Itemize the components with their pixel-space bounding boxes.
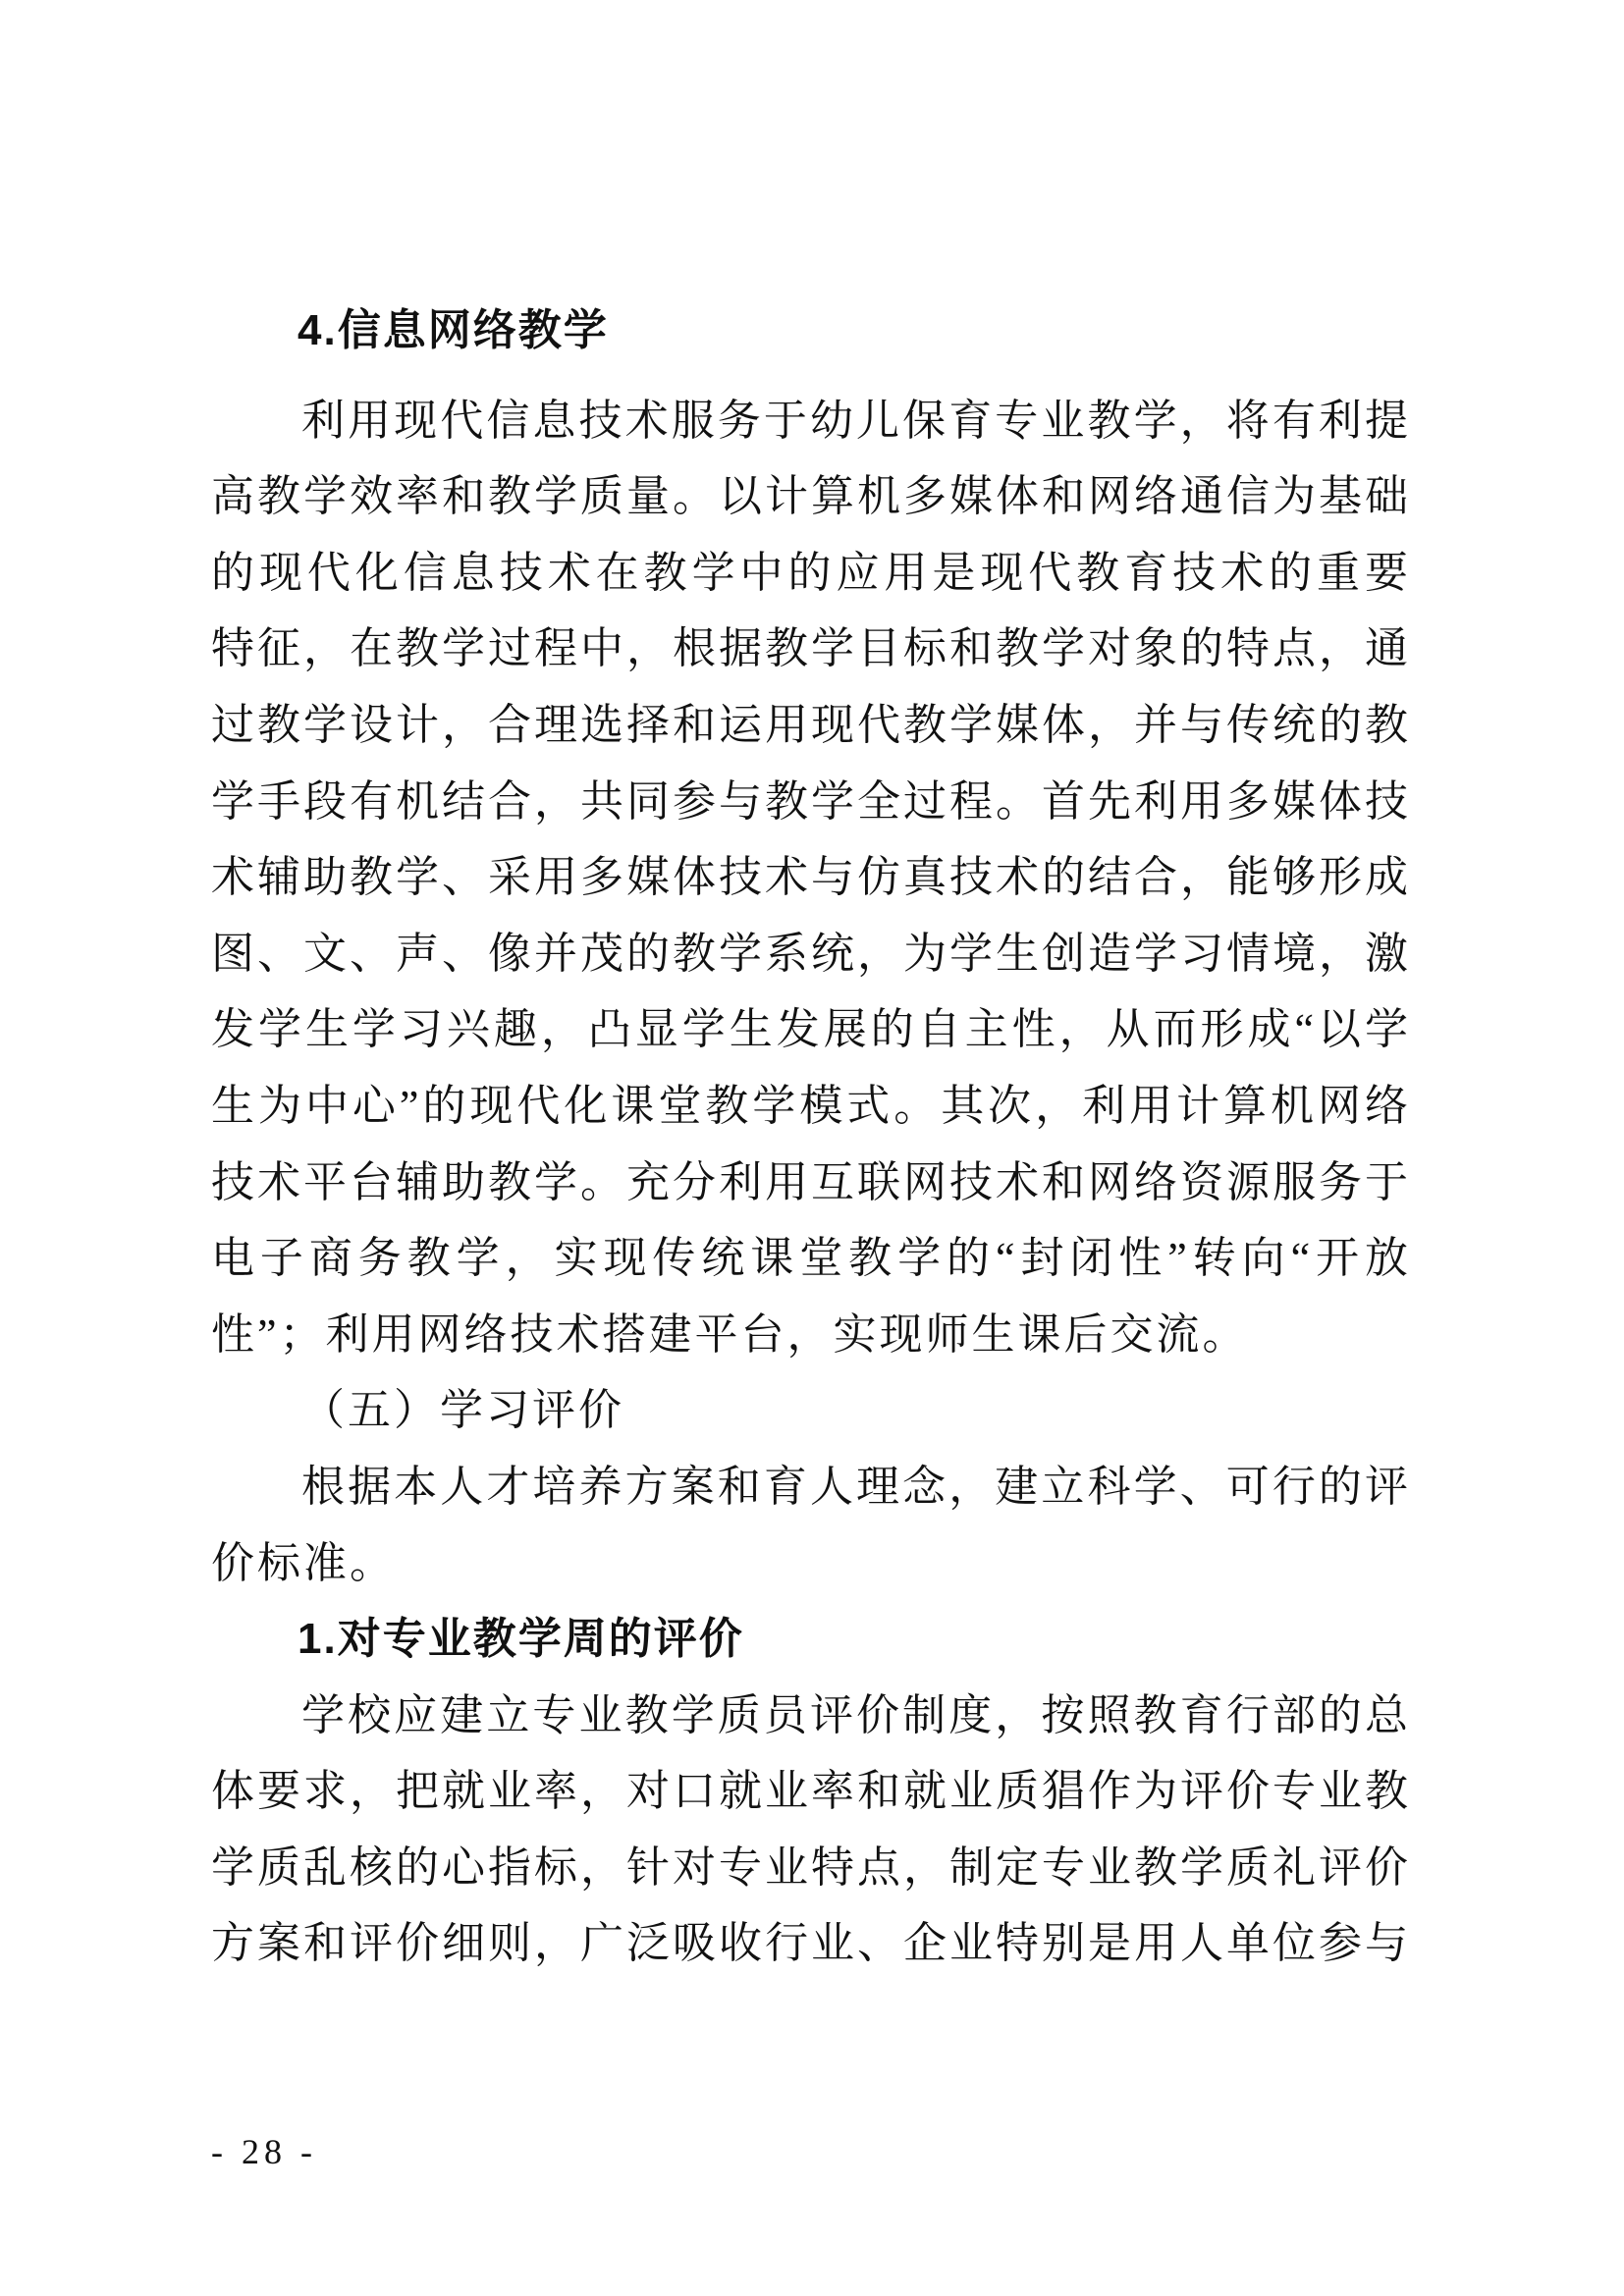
paragraph-line: 体要求，把就业率，对口就业率和就业质猖作为评价专业教 xyxy=(211,1767,1411,1816)
paragraph-line: 图、文、声、像并茂的教学系统，为学生创造学习情境，激 xyxy=(211,929,1411,978)
paragraph-line: 方案和评价细则，广泛吸收行业、企业特别是用人单位参与 xyxy=(211,1919,1411,1968)
paragraph-line: 生为中心”的现代化课堂教学模式。其次，利用计算机网络 xyxy=(211,1081,1411,1130)
section-heading: 4.信息网络教学 xyxy=(298,306,609,354)
paragraph-line: 发学生学习兴趣，凸显学生发展的自主性，从而形成“以学 xyxy=(211,1005,1411,1054)
paragraph-last-line: 价标准。 xyxy=(211,1538,396,1587)
paragraph-line: 学手段有机结合，共同参与教学全过程。首先利用多媒体技 xyxy=(211,776,1411,826)
paragraph-line: 高教学效率和教学质量。以计算机多媒体和网络通信为基础 xyxy=(211,472,1411,521)
paragraph-last-line: 性”；利用网络技术搭建平台，实现师生课后交流。 xyxy=(211,1309,1249,1359)
paragraph-line: 利用现代信息技术服务于幼儿保育专业教学，将有利提 xyxy=(301,396,1411,445)
paragraph-line: 学校应建立专业教学质员评价制度，按照教育行部的总 xyxy=(301,1690,1411,1739)
paragraph-line: 电子商务教学，实现传统课堂教学的“封闭性”转向“开放 xyxy=(211,1234,1411,1283)
paragraph-line: 特征，在教学过程中，根据教学目标和教学对象的特点，通 xyxy=(211,624,1411,673)
paragraph-line: 学质乱核的心指标，针对专业特点，制定专业教学质礼评价 xyxy=(211,1842,1411,1892)
text-column xyxy=(211,293,1411,1982)
paragraph-line: 根据本人才培养方案和育人理念，建立科学、可行的评 xyxy=(301,1462,1411,1511)
paragraph-line: 过教学设计，合理选择和运用现代教学媒体，并与传统的教 xyxy=(211,700,1411,749)
page-number: - 28 - xyxy=(211,2132,317,2171)
paragraph-line: 技术平台辅助教学。充分利用互联网技术和网络资源服务于 xyxy=(211,1157,1411,1206)
paragraph-line: 的现代化信息技术在教学中的应用是现代教育技术的重要 xyxy=(211,548,1411,597)
paragraph-line: 术辅助教学、采用多媒体技术与仿真技术的结合，能够形成 xyxy=(211,853,1411,902)
subsection-title: （五）学习评价 xyxy=(301,1386,624,1435)
section-heading: 1.对专业教学周的评价 xyxy=(298,1615,744,1664)
